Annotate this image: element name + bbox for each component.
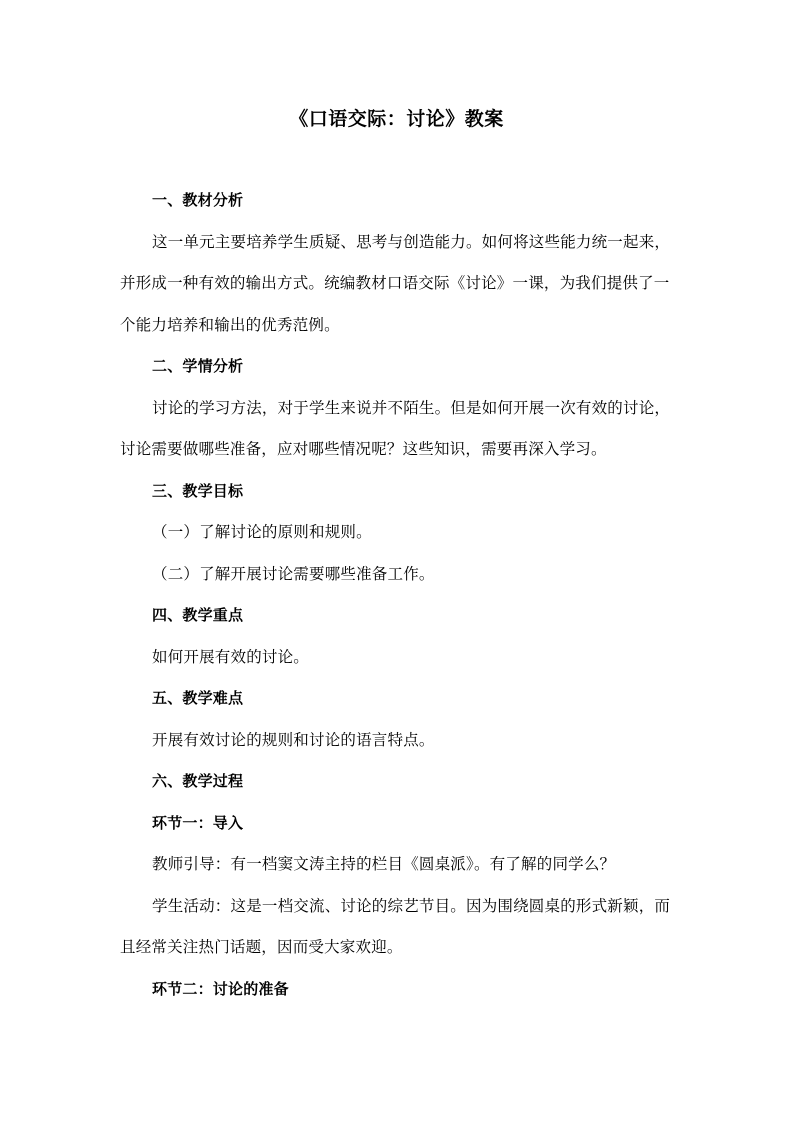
subsection-heading: 环节二：讨论的准备 bbox=[152, 980, 289, 998]
section-heading: 三、教学目标 bbox=[152, 482, 244, 500]
section-heading: 二、学情分析 bbox=[152, 357, 244, 375]
document-title: 《口语交际：讨论》教案 bbox=[289, 108, 504, 130]
section-heading: 五、教学难点 bbox=[152, 689, 244, 707]
paragraph-line: （二）了解开展讨论需要哪些准备工作。 bbox=[152, 565, 435, 583]
paragraph-line: 并形成一种有效的输出方式。统编教材口语交际《讨论》一课，为我们提供了一 bbox=[120, 274, 670, 292]
paragraph-line: 且经常关注热门话题，因而受大家欢迎。 bbox=[120, 938, 403, 956]
paragraph-line: 讨论需要做哪些准备，应对哪些情况呢？这些知识，需要再深入学习。 bbox=[120, 440, 607, 458]
paragraph-line: 这一单元主要培养学生质疑、思考与创造能力。如何将这些能力统一起来， bbox=[152, 233, 671, 251]
paragraph-line: 教师引导：有一档窦文涛主持的栏目《圆桌派》。有了解的同学么？ bbox=[152, 855, 616, 873]
paragraph-line: 如何开展有效的讨论。 bbox=[152, 648, 310, 666]
paragraph-line: 学生活动：这是一档交流、讨论的综艺节目。因为围绕圆桌的形式新颖，而 bbox=[152, 897, 671, 915]
paragraph-line: 个能力培养和输出的优秀范例。 bbox=[120, 316, 340, 334]
paragraph-line: 讨论的学习方法，对于学生来说并不陌生。但是如何开展一次有效的讨论， bbox=[152, 399, 671, 417]
subsection-heading: 环节一：导入 bbox=[152, 814, 244, 832]
paragraph-line: 开展有效讨论的规则和讨论的语言特点。 bbox=[152, 731, 435, 749]
section-heading: 四、教学重点 bbox=[152, 606, 244, 624]
section-heading: 六、教学过程 bbox=[152, 772, 244, 790]
section-heading: 一、教材分析 bbox=[152, 191, 244, 209]
paragraph-line: （一）了解讨论的原则和规则。 bbox=[152, 523, 372, 541]
